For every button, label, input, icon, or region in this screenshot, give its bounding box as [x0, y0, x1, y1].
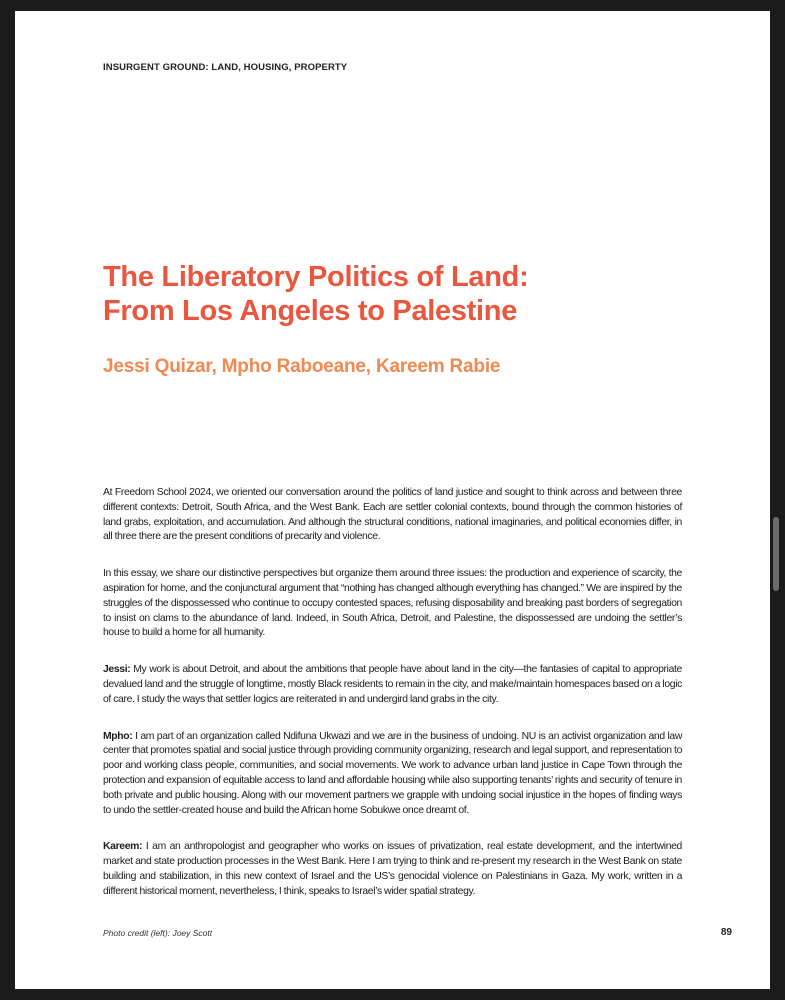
- photo-credit: Photo credit (left): Joey Scott: [103, 928, 213, 938]
- speaker-label: Kareem:: [103, 841, 143, 853]
- speaker-text: I am part of an organization called Ndifuna Ukwazi and we are in the business of undoing. NU is an activist organization and law center that promotes spatial and social justice through providing community organizing, research and legal support, and representation to poor and working class people, communities, and social movements. We work to advance urban land justice in Cape Town through the protection and expansion of equitable access to land and affordable housing while also supporting tenants’ rights and security of tenure in both private and public housing. Along with our movement partners we grapple with undoing social injustice in the hopes of finding ways to undo the settler-created house and build the African home Sobukwe once dreamt of.: [103, 730, 682, 816]
- intro-paragraph: At Freedom School 2024, we oriented our conversation around the politics of land justice and sought to think across and between three different contexts: Detroit, South Africa, and the West Bank. Each are settler colonial contexts, bound through the common histories of land grabs, exploitation, and accumulation. And although the structural conditions, national imaginaries, and political economies differ, in all three there are the present conditions of precarity and violence.: [103, 487, 682, 543]
- article-authors: Jessi Quizar, Mpho Raboeane, Kareem Rabie: [103, 356, 501, 377]
- kareem-paragraph: [103, 840, 682, 899]
- article-body: [103, 486, 682, 922]
- essay-paragraph: In this essay, we share our distinctive perspectives but organize them around three issues: the production and experience of scarcity, the aspiration for home, and the conjunctural argument that “nothing has changed although everything has changed.” We are inspired by the struggles of the dispossessed who continue to occupy contested spaces, refusing disposability and breaking past borders of segregation to insist on clams to the abundance of land. Indeed, in South Africa, Detroit, and Palestine, the dispossessed are undoing the settler’s house to build a home for all humanity.: [103, 568, 682, 639]
- document-page: [15, 11, 770, 989]
- vertical-scrollbar[interactable]: [773, 517, 779, 591]
- page-number: 89: [720, 927, 732, 938]
- title-line-2: From Los Angeles to Palestine: [103, 295, 518, 327]
- speaker-text: I am an anthropologist and geographer who works on issues of privatization, real estate development, and the intertwined market and state production processes in the West Bank. Here I am trying to think and re-present my research in the West Bank on state building and stabilization, in this new context of Israel and the US’s genocidal violence on Palestinians in Gaza. My work, written in a different historical moment, nevertheless, I think, speaks to Israel’s wider spatial strategy.: [103, 841, 682, 897]
- speaker-text: My work is about Detroit, and about the ambitions that people have about land in the city—the fantasies of capital to appropriate devalued land and the struggle of longtime, mostly Black residents to remain in the city, and make/maintain homespaces based on a logic of care. I study the ways that settler logics are reiterated in and undergird land grabs in the city.: [103, 664, 682, 705]
- speaker-label: Mpho:: [103, 730, 133, 742]
- mpho-paragraph: [103, 730, 682, 819]
- title-line-1: The Liberatory Politics of Land:: [103, 261, 529, 293]
- speaker-label: Jessi:: [103, 664, 131, 676]
- article-title: [103, 260, 703, 328]
- running-head: INSURGENT GROUND: LAND, HOUSING, PROPERTY: [103, 62, 348, 73]
- jessi-paragraph: [103, 663, 682, 707]
